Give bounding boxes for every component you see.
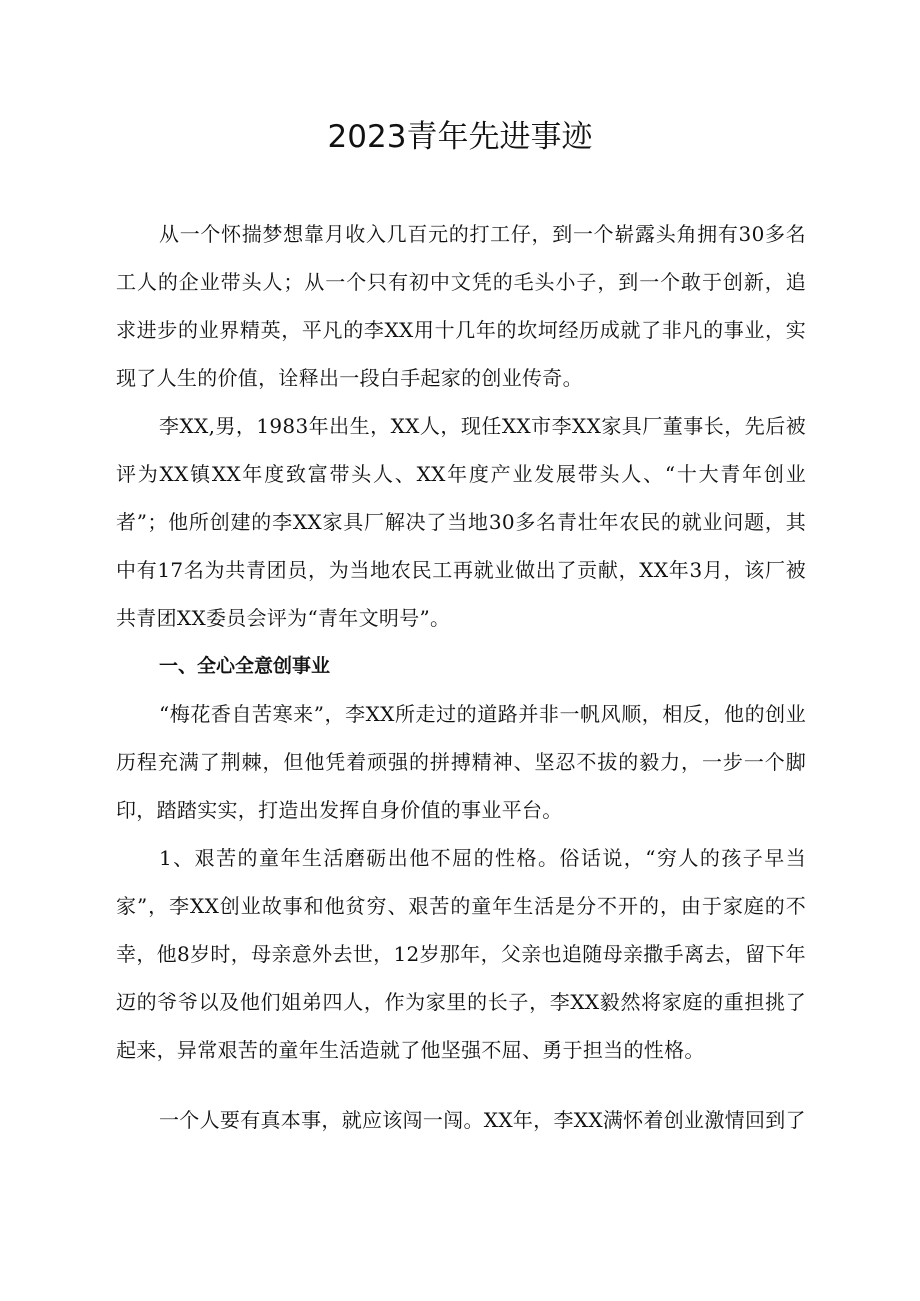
paragraph-intro: 从一个怀揣梦想靠月收入几百元的打工仔，到一个崭露头角拥有30多名工人的企业带头人；从一个只有初中文凭的毛头小子，到一个敢于创新，追求进步的业界精英，平凡的李XX用十几年的坎坷经历成就了非凡的事业，实现了人生的价值，诠释出一段白手起家的创业传奇。 [116,222,806,390]
document-title: 2023青年先进事迹 [327,119,593,155]
section-heading: 一、全心全意创事业 [159,655,331,677]
paragraph-profile: 李XX,男，1983年出生，XX人，现任XX市李XX家具厂董事长，先后被评为XX镇XX年度致富带头人、XX年度产业发展带头人、“十大青年创业者”；他所创建的李XX家具厂解决了当地30多名青壮年农民的就业问题，其中有17名为共青团员，为当地农民工再就业做出了贡献，XX年3月，该厂被共青团XX委员会评为“青年文明号”。 [116,414,806,630]
paragraph-gap [116,1074,806,1096]
paragraph-plum-blossom: “梅花香自苦寒来”，李XX所走过的道路并非一帆风顺，相反，他的创业历程充满了荆棘，但他凭着顽强的拼搏精神、坚忍不拔的毅力，一步一个脚印，踏踏实实，打造出发挥自身价值的事业平台。 [116,702,806,822]
paragraph-childhood: 1、艰苦的童年生活磨砺出他不屈的性格。俗话说，“穷人的孩子早当家”，李XX创业故事和他贫穷、艰苦的童年生活是分不开的，由于家庭的不幸，他8岁时，母亲意外去世，12岁那年，父亲也追随母亲撒手离去，留下年迈的爷爷以及他们姐弟四人，作为家里的长子，李XX毅然将家庭的重担挑了起来，异常艰苦的童年生活造就了他坚强不屈、勇于担当的性格。 [116,846,806,1062]
document-body [116,210,806,1144]
paragraph-venture: 一个人要有真本事，就应该闯一闯。XX年，李XX满怀着创业激情回到了 [159,1108,806,1132]
